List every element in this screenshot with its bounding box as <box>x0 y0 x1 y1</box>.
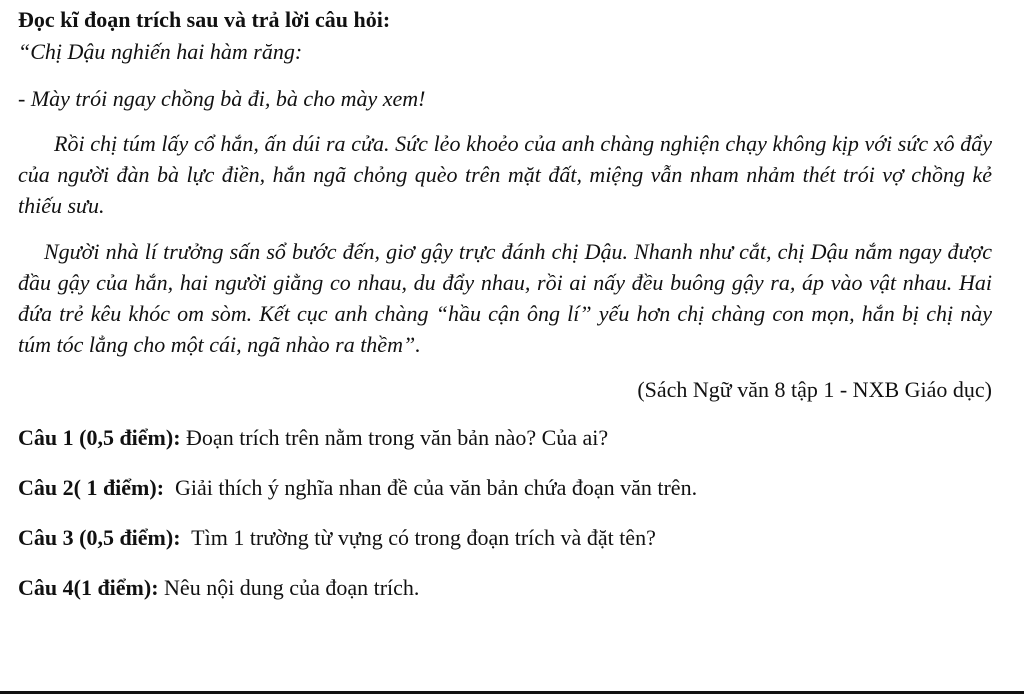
question-1-label: Câu 1 (0,5 điểm): <box>18 425 181 450</box>
passage-line-1: “Chị Dậu nghiến hai hàm răng: <box>18 39 303 64</box>
passage-line-2: - Mày trói ngay chồng bà đi, bà cho mày xem! <box>18 86 426 111</box>
question-1 <box>18 424 992 452</box>
question-3-label: Câu 3 (0,5 điểm): <box>18 525 181 550</box>
question-2-text: Giải thích ý nghĩa nhan đề của văn bản chứa đoạn văn trên. <box>164 475 698 500</box>
passage-paragraph-4: Người nhà lí trưởng sấn sổ bước đến, giơ gậy trực đánh chị Dậu. Nhanh như cắt, chị Dậu nắm ngay được đầu gậy của hắn, hai người giằng co nhau, du đẩy nhau, rồi ai nấy đều buông gậy ra, áp vào vật nhau. Hai đứa trẻ kêu khóc om sòm. Kết cục anh chàng “hầu cận ông lí” yếu hơn chị chàng con mọn, hắn bị chị này túm tóc lẳng cho một cái, ngã nhào ra thềm”. <box>18 239 992 357</box>
question-list <box>18 424 992 602</box>
question-2-label: Câu 2( 1 điểm): <box>18 475 165 500</box>
question-4-label: Câu 4(1 điểm): <box>18 575 159 600</box>
question-3 <box>18 524 992 552</box>
instruction-heading: Đọc kĩ đoạn trích sau và trả lời câu hỏi: <box>18 7 391 32</box>
question-4-text: Nêu nội dung của đoạn trích. <box>158 575 420 600</box>
passage-paragraph-3: Rồi chị túm lấy cổ hắn, ấn dúi ra cửa. Sức lẻo khoẻo của anh chàng nghiện chạy không kịp với sức xô đẩy của người đàn bà lực điền, hắn ngã chỏng quèo trên mặt đất, miệng vẫn nham nhảm thét trói vợ chồng kẻ thiếu sưu. <box>18 131 992 218</box>
excerpt-passage <box>18 36 992 360</box>
question-2 <box>18 474 992 502</box>
source-citation: (Sách Ngữ văn 8 tập 1 - NXB Giáo dục) <box>637 377 992 402</box>
question-1-text: Đoạn trích trên nằm trong văn bản nào? Của ai? <box>180 425 609 450</box>
question-4 <box>18 574 992 602</box>
question-3-text: Tìm 1 trường từ vựng có trong đoạn trích và đặt tên? <box>180 525 656 550</box>
